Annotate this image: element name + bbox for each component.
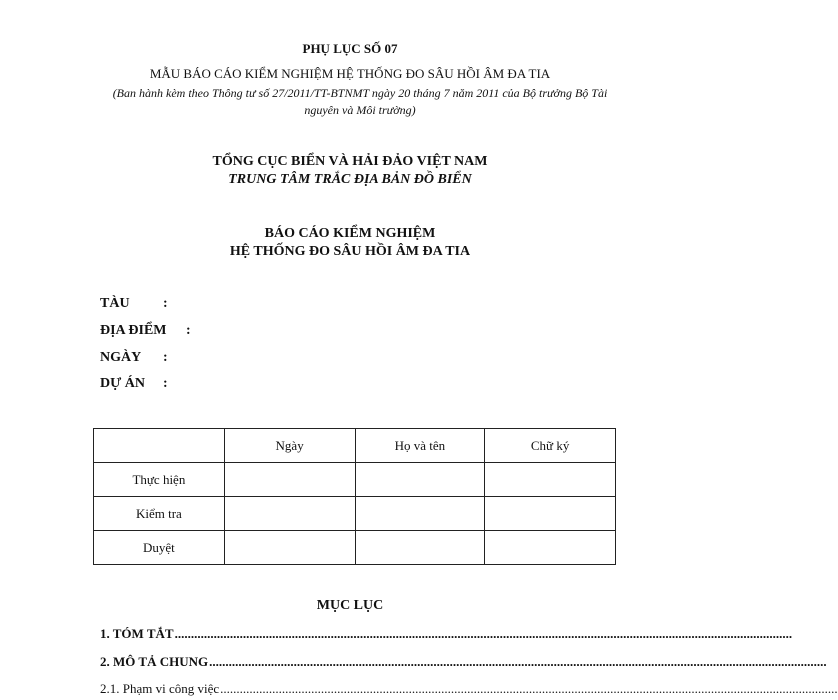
table-header-signature: Chữ ký [485, 429, 616, 463]
toc-leader-dots: .............................................................................................................................................................................................. [174, 626, 793, 641]
approval-table [93, 428, 616, 565]
toc-item-label: 2. MÔ TẢ CHUNG [100, 654, 209, 669]
issued-note: (Ban hành kèm theo Thông tư số 27/2011/TT-BTNMT ngày 20 tháng 7 năm 2011 của Bộ trưởng Bộ Tài nguyên và Môi trường) [112, 86, 608, 117]
toc-item-label: 1. TÓM TẮT [100, 626, 174, 641]
table-row-role: Duyệt [94, 531, 225, 565]
toc-leader-dots: .............................................................................................................................................................................................. [209, 654, 827, 669]
table-header-name: Họ và tên [355, 429, 485, 463]
organization-center: TRUNG TÂM TRẮC ĐỊA BẢN ĐỒ BIỂN [228, 172, 472, 187]
report-title-line-2: HỆ THỐNG ĐO SÂU HỒI ÂM ĐA TIA [229, 244, 471, 259]
table-cell-name [355, 497, 485, 531]
toc-item-scope-of-work[interactable] [100, 681, 838, 697]
table-header-cell [94, 429, 225, 463]
table-cell-date [224, 531, 355, 565]
field-date-label: NGÀY [100, 350, 142, 365]
table-row [94, 463, 616, 497]
table-cell-signature [485, 497, 616, 531]
table-header-row [94, 429, 616, 463]
table-row [94, 497, 616, 531]
table-header-date: Ngày [224, 429, 355, 463]
field-ship-colon: : [163, 296, 168, 311]
report-title-line-1: BÁO CÁO KIỂM NGHIỆM [264, 226, 436, 241]
field-ship [100, 296, 168, 312]
field-location-colon: : [186, 323, 191, 338]
field-date-colon: : [163, 350, 168, 365]
appendix-title: PHỤ LỤC SỐ 07 [302, 41, 398, 56]
table-cell-date [224, 463, 355, 497]
field-ship-label: TÀU [100, 296, 130, 311]
table-cell-date [224, 497, 355, 531]
toc-item-general-description[interactable] [100, 654, 827, 670]
field-location [100, 323, 191, 339]
toc-item-summary[interactable] [100, 626, 793, 642]
organization-name: TỔNG CỤC BIỂN VÀ HẢI ĐẢO VIỆT NAM [212, 154, 488, 169]
toc-leader-dots: .............................................................................................................................................................................................. [220, 681, 838, 696]
field-project-colon: : [163, 376, 168, 391]
toc-title: MỤC LỤC [316, 598, 384, 613]
table-row-role: Kiểm tra [94, 497, 225, 531]
table-cell-name [355, 531, 485, 565]
form-title: MẪU BÁO CÁO KIỂM NGHIỆM HỆ THỐNG ĐO SÂU HỒI ÂM ĐA TIA [149, 66, 551, 81]
table-row [94, 531, 616, 565]
field-project [100, 376, 168, 392]
field-project-label: DỰ ÁN [100, 376, 145, 391]
table-cell-signature [485, 531, 616, 565]
field-location-label: ĐỊA ĐIỂM [100, 323, 167, 338]
table-cell-name [355, 463, 485, 497]
table-row-role: Thực hiện [94, 463, 225, 497]
table-cell-signature [485, 463, 616, 497]
toc-item-label: 2.1. Phạm vi công việc [100, 681, 220, 696]
field-date [100, 350, 168, 366]
